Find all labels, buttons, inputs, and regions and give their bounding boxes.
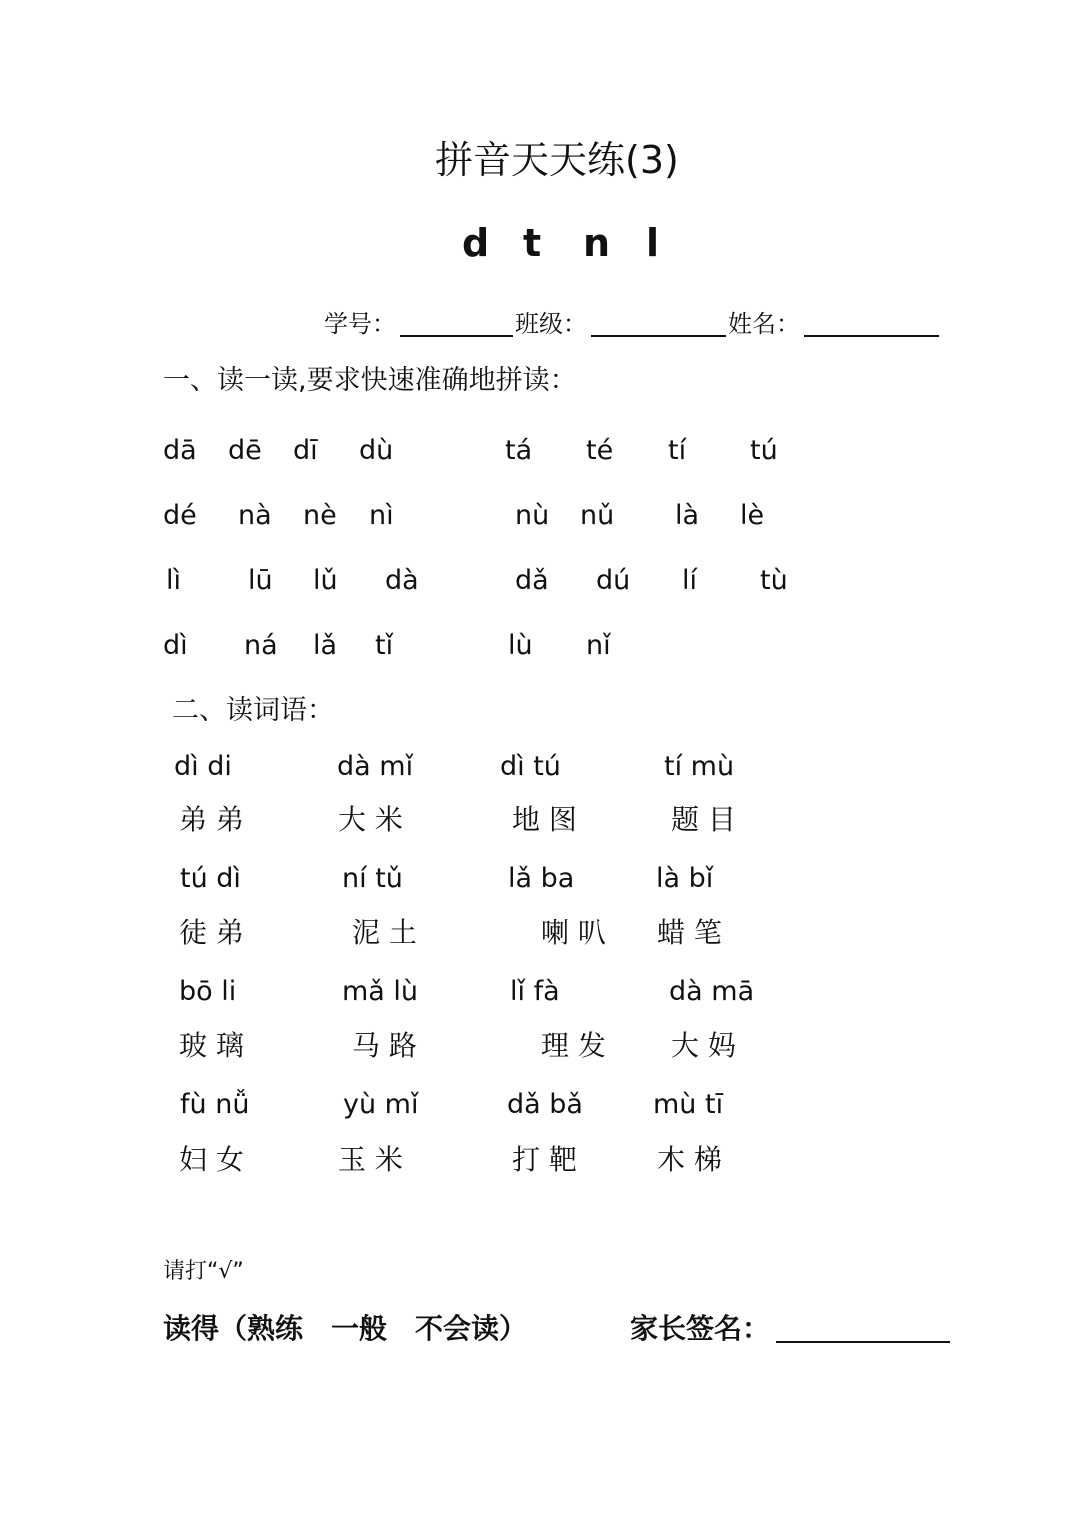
- word-hanzi: 大 妈: [671, 1029, 736, 1062]
- word-hanzi: 泥 土: [352, 916, 417, 949]
- syllable: tá: [505, 435, 533, 466]
- syllable: tí: [668, 435, 687, 466]
- word-pinyin: tí mù: [664, 751, 735, 782]
- word-hanzi: 玉 米: [338, 1143, 403, 1176]
- syllable: nà: [238, 500, 272, 531]
- word-hanzi: 妇 女: [179, 1143, 244, 1176]
- name-label: 姓名：: [728, 310, 800, 338]
- syllable: lū: [248, 565, 273, 596]
- word-pinyin: mǎ lù: [342, 976, 419, 1007]
- syllable: dī: [293, 435, 318, 466]
- word-pinyin: là bǐ: [656, 863, 714, 894]
- syllable: nǐ: [586, 630, 611, 661]
- word-hanzi: 喇 叭: [541, 916, 606, 949]
- word-hanzi: 地 图: [512, 803, 577, 836]
- syllable: tú: [750, 435, 778, 466]
- student-no-blank[interactable]: [400, 335, 513, 337]
- page-title: 拼音天天练(3): [435, 138, 679, 182]
- word-pinyin: lǐ fà: [510, 976, 560, 1007]
- parent-signature-blank[interactable]: [776, 1341, 950, 1343]
- section-2-heading: 二、读词语：: [172, 695, 334, 726]
- word-hanzi: 大 米: [338, 803, 403, 836]
- syllable: dù: [359, 435, 394, 466]
- syllable: lǎ: [313, 630, 338, 661]
- letter: l: [646, 221, 660, 265]
- word-pinyin: lǎ ba: [508, 863, 575, 894]
- word-pinyin: dǎ bǎ: [507, 1089, 583, 1120]
- syllable: lí: [682, 565, 698, 596]
- word-pinyin: dì tú: [500, 751, 561, 782]
- syllable: lù: [508, 630, 533, 661]
- word-hanzi: 理 发: [541, 1029, 606, 1062]
- name-blank[interactable]: [804, 335, 939, 337]
- syllable: nì: [369, 500, 394, 531]
- syllable: là: [675, 500, 700, 531]
- syllable: tǐ: [375, 630, 394, 661]
- syllable: lǔ: [313, 565, 338, 596]
- letter: d: [462, 221, 490, 265]
- syllable: dǎ: [515, 565, 549, 596]
- word-pinyin: tú dì: [180, 863, 241, 894]
- syllable: dú: [596, 565, 631, 596]
- parent-signature-label: 家长签名：: [630, 1312, 771, 1345]
- word-hanzi: 玻 璃: [179, 1029, 244, 1062]
- word-pinyin: dì di: [174, 751, 232, 782]
- word-hanzi: 弟 弟: [179, 803, 244, 836]
- letter: n: [583, 221, 611, 265]
- syllable: nù: [515, 500, 550, 531]
- word-hanzi: 木 梯: [657, 1143, 722, 1176]
- word-pinyin: mù tī: [653, 1089, 724, 1120]
- syllable: nǔ: [580, 500, 615, 531]
- syllable: tù: [760, 565, 788, 596]
- syllable: lì: [166, 565, 182, 596]
- syllable: lè: [740, 500, 765, 531]
- class-label: 班级：: [515, 310, 587, 338]
- class-blank[interactable]: [591, 335, 726, 337]
- word-pinyin: ní tǔ: [342, 863, 403, 894]
- word-hanzi: 蜡 笔: [657, 916, 722, 949]
- syllable: dē: [228, 435, 262, 466]
- word-hanzi: 马 路: [352, 1029, 417, 1062]
- syllable: dì: [163, 630, 188, 661]
- reading-rating[interactable]: 读得（熟练 一般 不会读）: [163, 1312, 528, 1345]
- word-hanzi: 题 目: [671, 803, 736, 836]
- word-hanzi: 打 靶: [512, 1143, 577, 1176]
- syllable: ná: [244, 630, 278, 661]
- syllable: dā: [163, 435, 197, 466]
- syllable: nè: [303, 500, 337, 531]
- letter: t: [523, 221, 542, 265]
- word-pinyin: dà mǐ: [337, 751, 414, 782]
- syllable: dé: [163, 500, 197, 531]
- word-pinyin: yù mǐ: [343, 1089, 419, 1120]
- syllable: dà: [385, 565, 419, 596]
- syllable: té: [586, 435, 614, 466]
- word-hanzi: 徒 弟: [179, 916, 244, 949]
- word-pinyin: dà mā: [669, 976, 755, 1007]
- section-1-heading: 一、读一读,要求快速准确地拼读：: [163, 365, 577, 396]
- word-pinyin: bō li: [179, 976, 237, 1007]
- student-no-label: 学号：: [324, 310, 396, 338]
- check-note: 请打“√”: [163, 1259, 244, 1284]
- word-pinyin: fù nǚ: [180, 1089, 250, 1120]
